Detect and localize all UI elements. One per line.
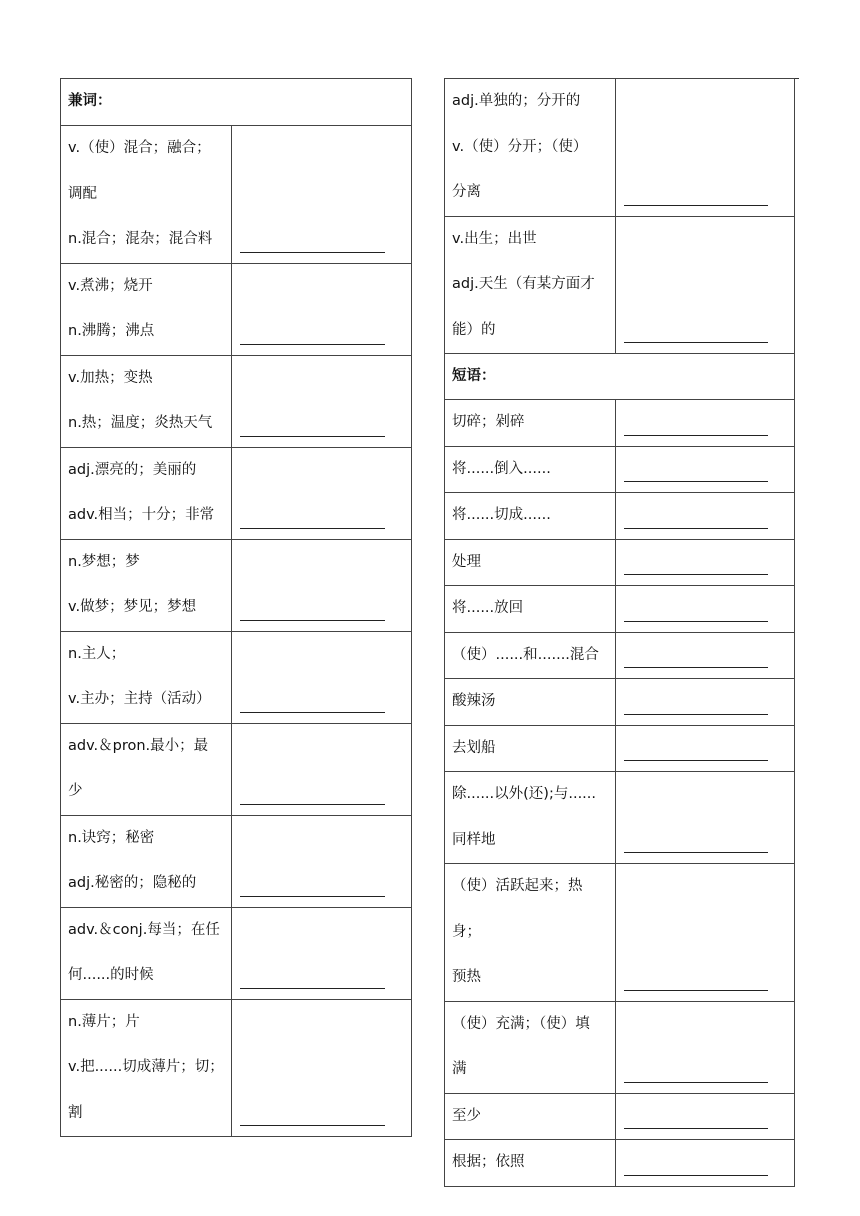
meaning-cell [61,723,232,815]
table-row [445,679,795,726]
answer-blank-line[interactable] [624,1175,768,1176]
answer-blank-line[interactable] [624,990,768,991]
answer-blank-line[interactable] [240,620,385,621]
meaning-line: 至少 [452,1107,481,1124]
answer-blank-line[interactable] [240,1125,385,1126]
meaning-line: 满 [452,1061,467,1077]
meaning-cell [61,126,232,264]
answer-blank-line[interactable] [240,344,385,345]
meaning-line: n.混合；混杂；混合料 [68,231,213,247]
meaning-line: n.诀窍；秘密 [68,829,155,846]
table-row [445,1140,795,1187]
answer-blank-line[interactable] [624,574,768,575]
meaning-line: 将......切成...... [452,507,551,523]
table-row [445,1001,795,1093]
answer-cell[interactable] [232,539,412,631]
answer-blank-line[interactable] [624,205,768,206]
meaning-line: n.梦想；梦 [68,553,140,570]
table-row [61,815,412,907]
table-row [445,632,795,679]
answer-blank-line[interactable] [624,667,768,668]
meaning-line: 分离 [452,184,481,200]
meaning-line: 去划船 [452,739,496,756]
meaning-cell [445,679,616,726]
meaning-line: v.出生；出世 [452,230,537,247]
answer-cell[interactable] [616,864,795,1002]
meaning-cell [445,1093,616,1140]
meaning-line: 割 [68,1104,83,1121]
table-row [445,1093,795,1140]
meaning-cell [445,79,616,217]
answer-blank-line[interactable] [624,435,768,436]
meaning-line: 少 [68,783,83,799]
answer-cell[interactable] [232,723,412,815]
meaning-line: n.薄片；片 [68,1013,140,1030]
phrases-header: 短语： [452,368,496,384]
answer-blank-line[interactable] [624,342,768,343]
answer-cell[interactable] [616,539,795,586]
table-row [61,355,412,447]
meaning-line: （使）......和.......混合 [452,646,599,663]
answer-blank-line[interactable] [624,714,768,715]
answer-cell[interactable] [232,815,412,907]
meaning-line: n.沸腾；沸点 [68,323,155,339]
answer-cell[interactable] [616,446,795,493]
table-row [61,447,412,539]
answer-cell[interactable] [616,679,795,726]
phrases-header-row [445,354,795,400]
word-class-header-row [61,79,412,126]
answer-cell[interactable] [616,772,795,864]
answer-cell[interactable] [232,126,412,264]
answer-cell[interactable] [616,79,795,217]
answer-blank-line[interactable] [624,621,768,622]
meaning-line: v.（使）分开；（使） [452,138,588,155]
meaning-line: 调配 [68,185,97,202]
answer-blank-line[interactable] [240,252,385,253]
answer-blank-line[interactable] [624,852,768,853]
table-row [445,79,795,217]
meaning-line: v.加热；变热 [68,369,153,386]
answer-cell[interactable] [232,447,412,539]
answer-blank-line[interactable] [240,712,385,713]
left-vocab-table [60,78,412,1137]
answer-cell[interactable] [232,355,412,447]
meaning-line: （使）活跃起来；热身； [452,878,583,940]
meaning-cell [445,632,616,679]
meaning-cell [61,355,232,447]
meaning-cell [61,999,232,1137]
meaning-cell [445,539,616,586]
meaning-line: v.主办；主持（活动） [68,691,211,707]
word-class-header: 兼词： [68,93,112,109]
table-row [445,864,795,1002]
meaning-cell [445,216,616,354]
meaning-line: adj.秘密的；隐秘的 [68,875,197,891]
answer-blank-line[interactable] [240,436,385,437]
meaning-line: n.热；温度；炎热天气 [68,415,213,431]
meaning-cell [61,263,232,355]
meaning-line: （使）充满；（使）填 [452,1015,590,1032]
meaning-line: adv.＆conj.每当；在任 [68,921,220,938]
meaning-line: adj.单独的；分开的 [452,93,581,109]
meaning-line: 根据；依照 [452,1154,525,1170]
answer-blank-line[interactable] [240,988,385,989]
answer-blank-line[interactable] [624,528,768,529]
meaning-line: 切碎；剁碎 [452,414,525,430]
answer-blank-line[interactable] [240,896,385,897]
table-row [61,907,412,999]
answer-blank-line[interactable] [624,760,768,761]
meaning-line: 能）的 [452,321,496,338]
meaning-cell [61,815,232,907]
meaning-line: 酸辣汤 [452,693,496,709]
meaning-cell [445,400,616,447]
answer-cell[interactable] [616,216,795,354]
meaning-cell [445,1001,616,1093]
meaning-cell [445,725,616,772]
meaning-line: v.煮沸；烧开 [68,277,153,294]
meaning-line: adv.＆pron.最小；最 [68,737,209,754]
table-row [445,400,795,447]
meaning-cell [61,631,232,723]
answer-cell[interactable] [616,493,795,540]
table-row [61,631,412,723]
table-row [61,126,412,264]
meaning-cell [61,907,232,999]
answer-blank-line[interactable] [624,1082,768,1083]
table-row [445,216,795,354]
answer-cell[interactable] [616,725,795,772]
meaning-line: 何......的时候 [68,967,154,983]
answer-cell[interactable] [232,907,412,999]
answer-cell[interactable] [616,1140,795,1187]
meaning-line: 将......放回 [452,600,524,616]
right-vocab-table [444,78,795,1187]
answer-blank-line[interactable] [624,1128,768,1129]
answer-cell[interactable] [232,999,412,1137]
table-row [61,723,412,815]
table-row [61,539,412,631]
meaning-cell [445,446,616,493]
meaning-line: adv.相当；十分；非常 [68,507,215,523]
table-row [61,263,412,355]
answer-cell[interactable] [616,1093,795,1140]
table-row [445,493,795,540]
meaning-cell [61,447,232,539]
answer-cell[interactable] [616,632,795,679]
table-row [61,999,412,1137]
meaning-cell [445,586,616,633]
answer-blank-line[interactable] [240,528,385,529]
answer-cell[interactable] [232,263,412,355]
meaning-line: 将......倒入...... [452,460,551,477]
answer-blank-line[interactable] [240,804,385,805]
meaning-cell [445,864,616,1002]
answer-blank-line[interactable] [624,481,768,482]
meaning-line: 同样地 [452,831,496,848]
meaning-cell [445,1140,616,1187]
meaning-cell [445,772,616,864]
answer-cell[interactable] [616,586,795,633]
table-row [445,725,795,772]
table-row [445,446,795,493]
table-row [445,586,795,633]
meaning-line: 除......以外(还);与...... [452,786,597,802]
meaning-line: n.主人； [68,645,126,662]
meaning-line: v.（使）混合；融合； [68,140,211,156]
meaning-line: adj.天生（有某方面才 [452,276,595,292]
answer-cell[interactable] [616,400,795,447]
answer-cell[interactable] [616,1001,795,1093]
meaning-cell [445,493,616,540]
answer-cell[interactable] [232,631,412,723]
table-row [445,772,795,864]
meaning-cell [61,539,232,631]
meaning-line: 处理 [452,553,481,570]
meaning-line: 预热 [452,969,481,985]
meaning-line: v.做梦；梦见；梦想 [68,599,197,615]
meaning-line: v.把......切成薄片；切； [68,1059,224,1075]
table-row [445,539,795,586]
meaning-line: adj.漂亮的；美丽的 [68,461,197,478]
